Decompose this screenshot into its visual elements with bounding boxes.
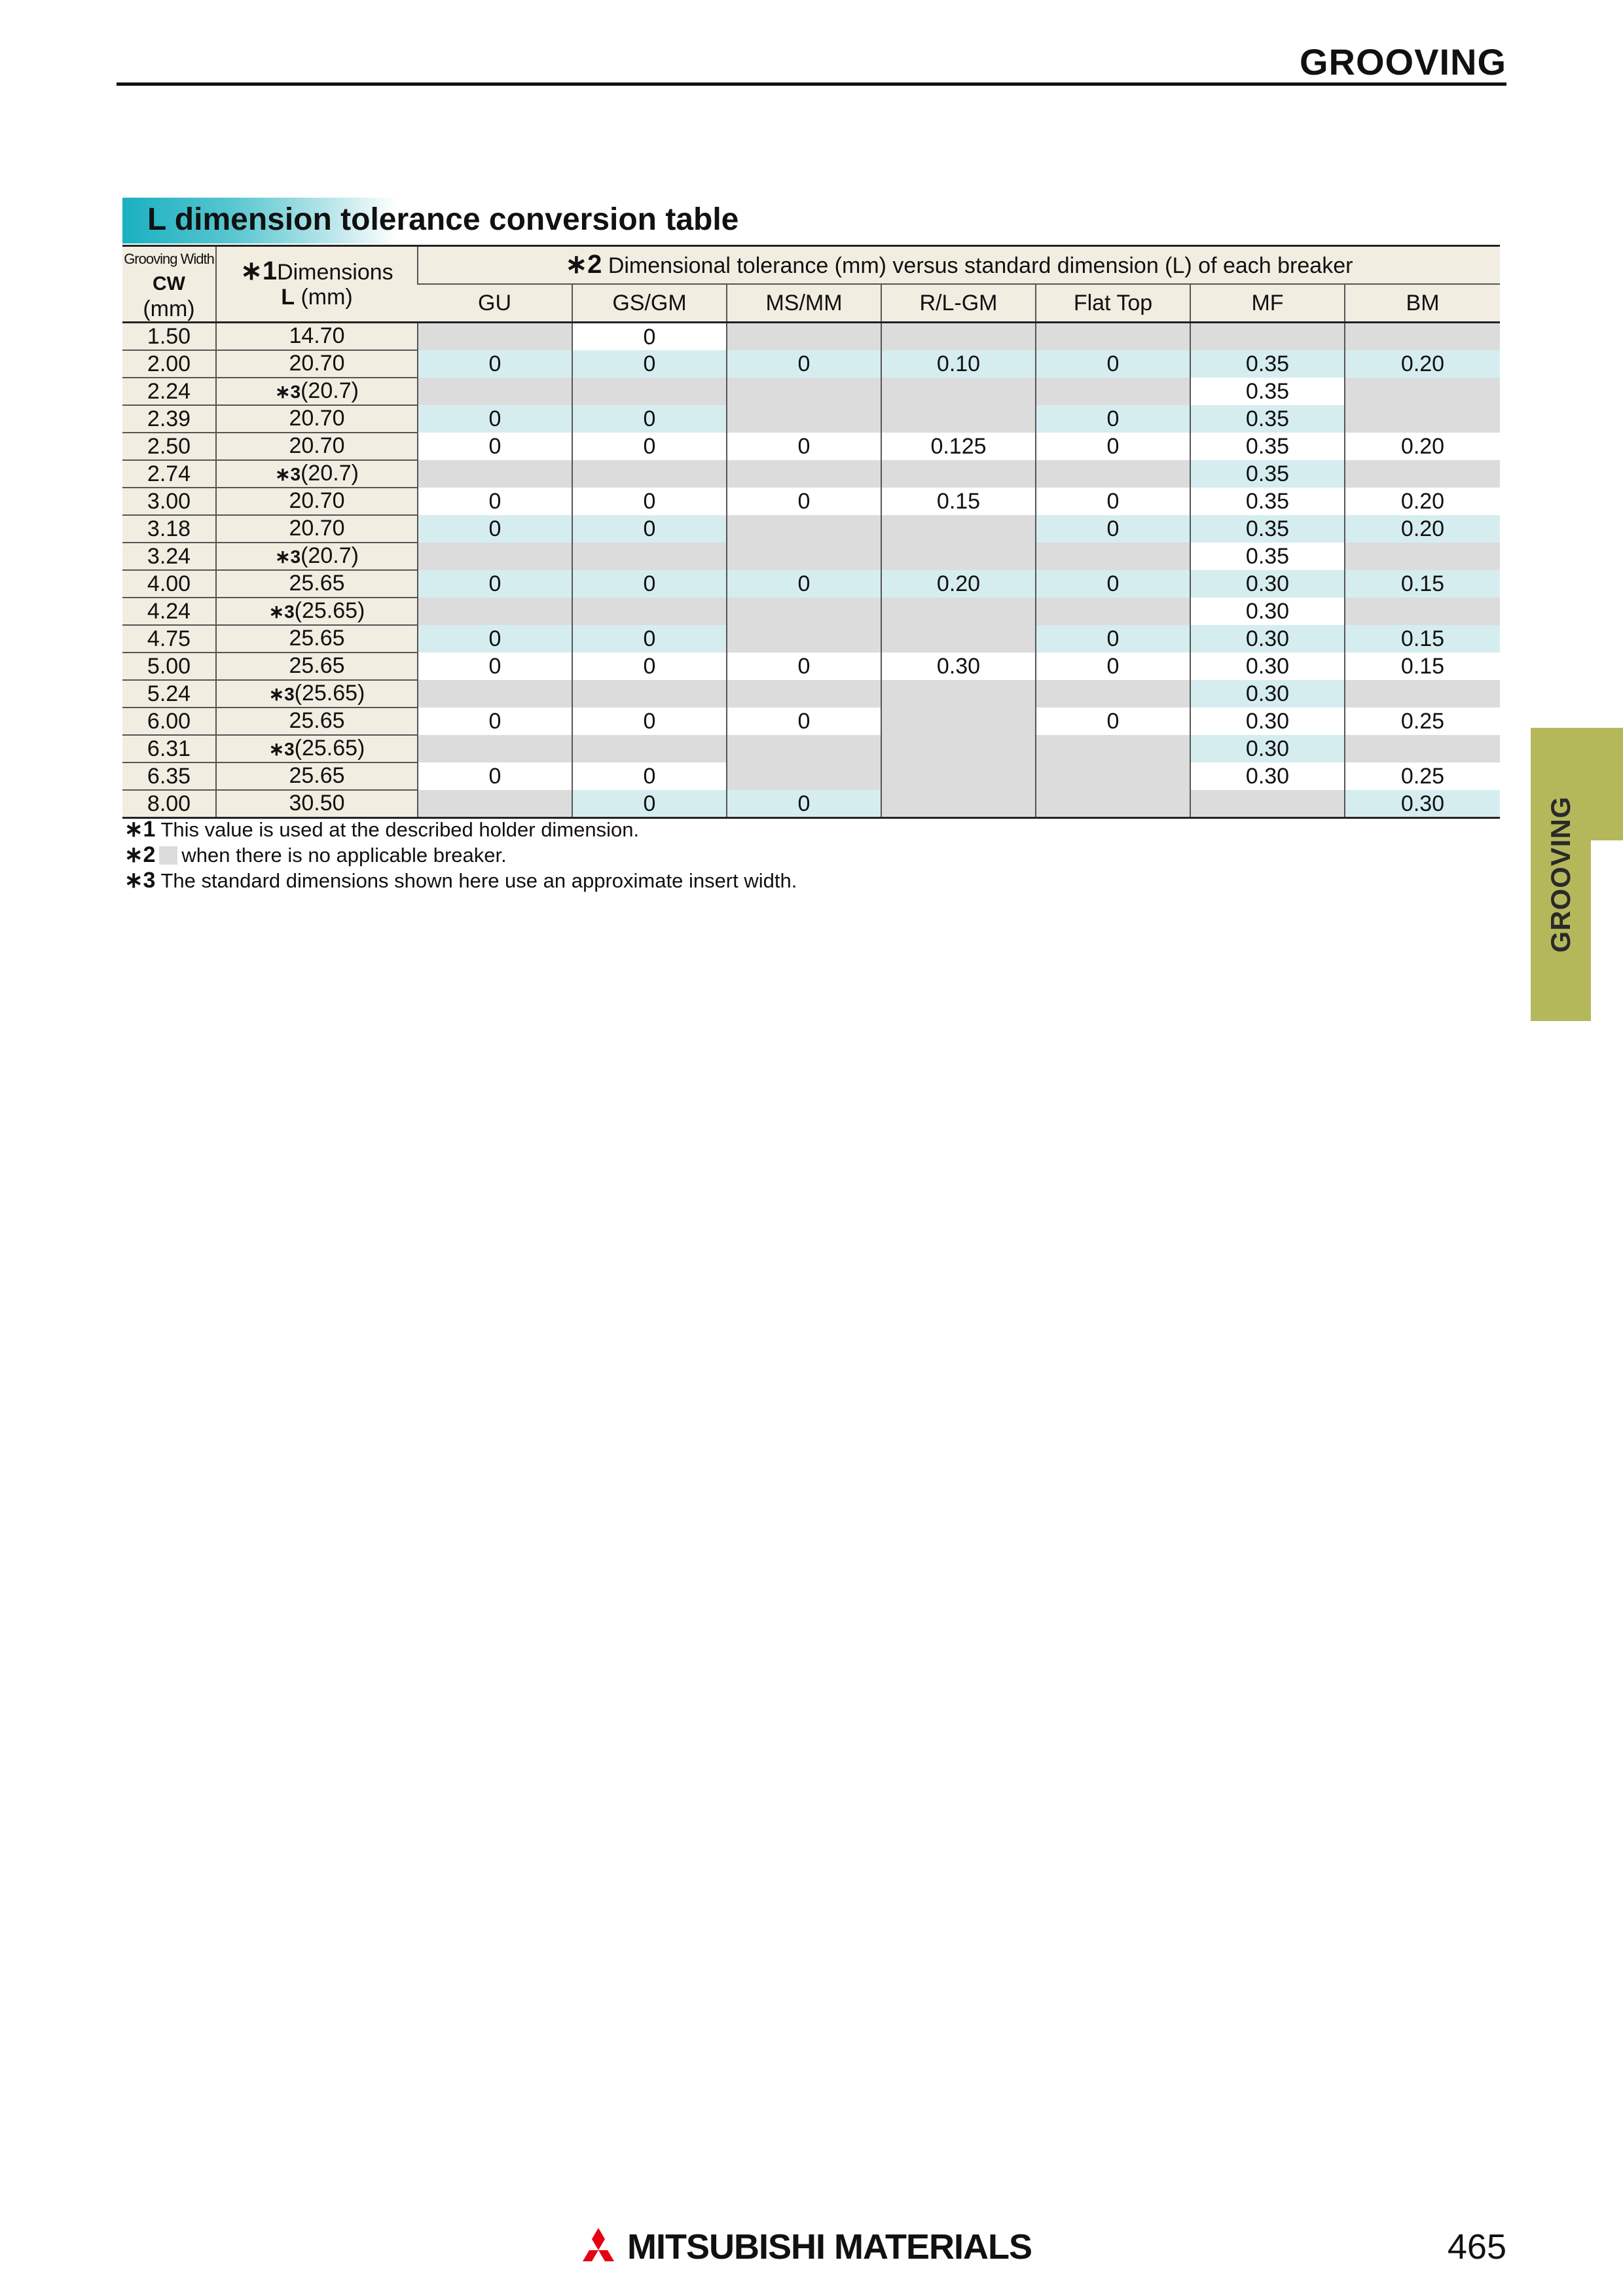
tolerance-cell (418, 323, 572, 351)
tolerance-cell (727, 515, 881, 543)
tolerance-cell: 0.35 (1190, 515, 1345, 543)
tolerance-cell: 0.35 (1190, 433, 1345, 460)
header-dimensions-l: L (281, 285, 295, 310)
l-dimension-cell (216, 598, 418, 625)
footnote-2 (124, 842, 797, 868)
tolerance-cell: 0.20 (1345, 515, 1500, 543)
header-rule (117, 82, 1506, 86)
tolerance-cell (881, 598, 1036, 625)
l-dimension-value: (25.65) (294, 598, 365, 623)
tolerance-cell: 0.30 (1190, 708, 1345, 735)
tolerance-cell (881, 543, 1036, 570)
breaker-header: Flat Top (1036, 284, 1190, 323)
cw-cell: 5.00 (122, 653, 216, 680)
tolerance-cell: 0.30 (1190, 680, 1345, 708)
footnote-marker-3: ∗3 (268, 601, 295, 622)
tolerance-cell (1036, 378, 1190, 405)
tolerance-cell (881, 735, 1036, 762)
cw-cell: 2.24 (122, 378, 216, 405)
tolerance-cell: 0 (727, 350, 881, 378)
tolerance-conversion-table (122, 245, 1500, 819)
tolerance-cell: 0.20 (1345, 350, 1500, 378)
header-tolerance-text: Dimensional tolerance (mm) versus standard dimension (L) of each breaker (608, 253, 1353, 278)
tolerance-cell: 0 (572, 708, 727, 735)
tolerance-cell: 0 (1036, 433, 1190, 460)
tolerance-cell (881, 515, 1036, 543)
l-dimension-cell (216, 653, 418, 680)
tolerance-cell (572, 378, 727, 405)
tolerance-cell (572, 460, 727, 488)
tolerance-cell: 0.35 (1190, 488, 1345, 515)
header-dimensions-label: Dimensions (277, 260, 393, 285)
tolerance-cell (1190, 323, 1345, 351)
l-dimension-value: 25.65 (289, 571, 345, 596)
cw-cell: 6.00 (122, 708, 216, 735)
tolerance-cell: 0 (418, 762, 572, 790)
tolerance-cell: 0 (418, 405, 572, 433)
tolerance-cell (1345, 460, 1500, 488)
cw-cell: 5.24 (122, 680, 216, 708)
l-dimension-value: (20.7) (301, 543, 359, 568)
l-dimension-value: 25.65 (289, 708, 345, 733)
l-dimension-value: (20.7) (301, 461, 359, 486)
tolerance-cell: 0.30 (1190, 653, 1345, 680)
l-dimension-value: 20.70 (289, 406, 345, 431)
tolerance-cell: 0 (1036, 570, 1190, 598)
tolerance-cell: 0 (572, 488, 727, 515)
footer-brand: MITSUBISHI MATERIALS (627, 2227, 1032, 2267)
footnote-text: This value is used at the described holder dimension. (160, 818, 640, 841)
table-row (122, 708, 1500, 735)
breaker-header: GS/GM (572, 284, 727, 323)
gray-swatch (159, 846, 177, 865)
header-cw-line1: Grooving Width (124, 251, 214, 267)
tolerance-cell: 0.15 (1345, 570, 1500, 598)
l-dimension-value: 30.50 (289, 791, 345, 816)
breaker-header: MF (1190, 284, 1345, 323)
tolerance-cell (1036, 460, 1190, 488)
cw-cell: 2.39 (122, 405, 216, 433)
footnote-3 (124, 868, 797, 893)
table-row (122, 598, 1500, 625)
tolerance-cell: 0 (572, 653, 727, 680)
tolerance-cell (1345, 598, 1500, 625)
l-dimension-cell (216, 460, 418, 488)
l-dimension-value: 25.65 (289, 626, 345, 651)
footnote-star: ∗2 (124, 842, 156, 867)
l-dimension-value: 20.70 (289, 516, 345, 541)
l-dimension-cell (216, 735, 418, 762)
tolerance-cell: 0 (418, 350, 572, 378)
tolerance-cell: 0.30 (1190, 625, 1345, 653)
cw-cell: 4.00 (122, 570, 216, 598)
breaker-header: GU (418, 284, 572, 323)
l-dimension-value: 14.70 (289, 323, 345, 348)
cw-cell: 2.00 (122, 350, 216, 378)
tolerance-cell (1345, 543, 1500, 570)
tolerance-cell (1036, 735, 1190, 762)
tolerance-cell: 0.25 (1345, 708, 1500, 735)
l-dimension-cell (216, 350, 418, 378)
tolerance-cell (1345, 378, 1500, 405)
tolerance-cell: 0.30 (1190, 598, 1345, 625)
footnote-1 (124, 817, 797, 842)
tolerance-cell (418, 543, 572, 570)
breaker-header: BM (1345, 284, 1500, 323)
tolerance-cell: 0 (418, 653, 572, 680)
l-dimension-cell (216, 790, 418, 818)
tolerance-cell (1036, 323, 1190, 351)
l-dimension-value: 25.65 (289, 653, 345, 678)
tolerance-cell: 0 (1036, 488, 1190, 515)
tolerance-cell: 0.20 (881, 570, 1036, 598)
footnote-text: The standard dimensions shown here use an approximate insert width. (160, 869, 797, 892)
tolerance-cell: 0 (727, 790, 881, 818)
tolerance-cell (1036, 598, 1190, 625)
cw-cell: 3.00 (122, 488, 216, 515)
cw-cell: 4.75 (122, 625, 216, 653)
table-row (122, 762, 1500, 790)
tolerance-cell (1036, 543, 1190, 570)
l-dimension-value: 20.70 (289, 433, 345, 458)
tolerance-cell (1190, 790, 1345, 818)
tolerance-cell (418, 790, 572, 818)
tolerance-cell: 0 (572, 323, 727, 351)
table-row (122, 488, 1500, 515)
table-row (122, 460, 1500, 488)
tolerance-cell: 0.35 (1190, 405, 1345, 433)
cw-cell: 6.31 (122, 735, 216, 762)
cw-cell: 4.24 (122, 598, 216, 625)
l-dimension-cell (216, 378, 418, 405)
tolerance-cell: 0 (418, 708, 572, 735)
tolerance-cell: 0.35 (1190, 460, 1345, 488)
footnote-marker-1: ∗1 (240, 257, 278, 285)
tolerance-cell: 0 (418, 515, 572, 543)
l-dimension-cell (216, 405, 418, 433)
tolerance-cell: 0.35 (1190, 350, 1345, 378)
tolerance-cell: 0 (418, 488, 572, 515)
tolerance-cell (881, 405, 1036, 433)
tolerance-cell: 0 (1036, 405, 1190, 433)
table-row (122, 680, 1500, 708)
tolerance-cell (1036, 680, 1190, 708)
header-cw-unit: (mm) (143, 296, 195, 321)
footnote-star: ∗3 (124, 868, 156, 893)
table-row (122, 570, 1500, 598)
side-tab (1531, 728, 1591, 1021)
breaker-header: R/L-GM (881, 284, 1036, 323)
l-dimension-value: (20.7) (301, 378, 359, 403)
tolerance-cell (727, 378, 881, 405)
tolerance-cell (572, 735, 727, 762)
footnotes (124, 817, 797, 893)
tolerance-cell: 0 (572, 570, 727, 598)
header-dimensions-unit: (mm) (301, 285, 353, 310)
tolerance-cell (727, 323, 881, 351)
table-row (122, 790, 1500, 818)
l-dimension-value: 20.70 (289, 351, 345, 376)
cw-cell: 8.00 (122, 790, 216, 818)
tolerance-cell: 0 (418, 625, 572, 653)
tolerance-cell (727, 735, 881, 762)
tolerance-cell: 0.25 (1345, 762, 1500, 790)
tolerance-cell (881, 323, 1036, 351)
tolerance-cell: 0 (572, 762, 727, 790)
l-dimension-cell (216, 762, 418, 790)
tolerance-cell: 0 (572, 405, 727, 433)
table-row (122, 350, 1500, 378)
table-row (122, 735, 1500, 762)
table-row (122, 543, 1500, 570)
header-dimensions (216, 246, 418, 323)
l-dimension-value: (25.65) (294, 681, 365, 706)
table-row (122, 323, 1500, 351)
tolerance-cell: 0 (1036, 708, 1190, 735)
table-row (122, 515, 1500, 543)
tolerance-cell (418, 598, 572, 625)
page-number: 465 (1447, 2227, 1506, 2267)
tolerance-cell (727, 625, 881, 653)
l-dimension-value: 25.65 (289, 763, 345, 788)
tolerance-cell: 0 (572, 790, 727, 818)
tolerance-cell: 0.10 (881, 350, 1036, 378)
footnote-marker-3: ∗3 (268, 739, 295, 759)
tolerance-cell (572, 598, 727, 625)
l-dimension-cell (216, 543, 418, 570)
side-tab-notch (1591, 728, 1623, 840)
footnote-marker-3: ∗3 (268, 684, 295, 704)
tolerance-cell (418, 680, 572, 708)
tolerance-cell: 0 (727, 708, 881, 735)
header-cw-line2: CW (153, 273, 185, 295)
tolerance-cell: 0.30 (1190, 735, 1345, 762)
tolerance-cell: 0.20 (1345, 433, 1500, 460)
tolerance-cell: 0 (1036, 625, 1190, 653)
tolerance-cell: 0.15 (1345, 653, 1500, 680)
tolerance-cell: 0.35 (1190, 378, 1345, 405)
tolerance-cell (1345, 735, 1500, 762)
tolerance-cell: 0 (572, 433, 727, 460)
tolerance-cell (418, 460, 572, 488)
tolerance-cell (727, 460, 881, 488)
tolerance-cell (418, 735, 572, 762)
tolerance-cell: 0 (727, 488, 881, 515)
tolerance-cell (881, 378, 1036, 405)
tolerance-cell (881, 460, 1036, 488)
tolerance-cell (572, 543, 727, 570)
tolerance-cell: 0 (418, 433, 572, 460)
cw-cell: 3.18 (122, 515, 216, 543)
tolerance-cell (1036, 790, 1190, 818)
l-dimension-cell (216, 680, 418, 708)
cw-cell: 1.50 (122, 323, 216, 351)
tolerance-cell: 0 (1036, 350, 1190, 378)
table-row (122, 378, 1500, 405)
tolerance-cell: 0 (1036, 515, 1190, 543)
cw-cell: 2.50 (122, 433, 216, 460)
tolerance-cell (1345, 405, 1500, 433)
tolerance-cell (881, 708, 1036, 735)
tolerance-cell (881, 762, 1036, 790)
tolerance-cell: 0.125 (881, 433, 1036, 460)
cw-cell: 3.24 (122, 543, 216, 570)
footnote-marker-3: ∗3 (275, 382, 301, 402)
tolerance-cell (418, 378, 572, 405)
footnote-marker-3: ∗3 (275, 547, 301, 567)
l-dimension-cell (216, 323, 418, 351)
tolerance-cell (881, 790, 1036, 818)
tolerance-cell (727, 543, 881, 570)
tolerance-cell (1345, 323, 1500, 351)
tolerance-cell: 0.30 (881, 653, 1036, 680)
l-dimension-cell (216, 515, 418, 543)
tolerance-cell: 0 (727, 433, 881, 460)
tolerance-cell (1345, 680, 1500, 708)
tolerance-cell: 0.20 (1345, 488, 1500, 515)
tolerance-cell: 0 (1036, 653, 1190, 680)
footnote-text: when there is no applicable breaker. (181, 844, 507, 867)
tolerance-cell (572, 680, 727, 708)
header-cw (122, 246, 216, 323)
tolerance-cell: 0 (727, 653, 881, 680)
tolerance-cell: 0.30 (1345, 790, 1500, 818)
tolerance-cell: 0 (572, 350, 727, 378)
l-dimension-value: (25.65) (294, 736, 365, 761)
table-row (122, 433, 1500, 460)
footnote-star: ∗1 (124, 817, 156, 842)
tolerance-cell (727, 405, 881, 433)
tolerance-cell (1036, 762, 1190, 790)
footnote-marker-3: ∗3 (275, 464, 301, 484)
table-row (122, 405, 1500, 433)
l-dimension-cell (216, 570, 418, 598)
page-header-title: GROOVING (1299, 41, 1506, 82)
tolerance-cell (727, 680, 881, 708)
tolerance-cell: 0 (572, 515, 727, 543)
section-title-banner (122, 198, 739, 243)
tolerance-cell (727, 598, 881, 625)
tolerance-cell: 0.35 (1190, 543, 1345, 570)
tolerance-cell (727, 762, 881, 790)
tolerance-cell: 0 (418, 570, 572, 598)
three-diamonds-logo-icon (576, 2228, 621, 2269)
cw-cell: 6.35 (122, 762, 216, 790)
header-tolerance-span (418, 246, 1500, 285)
section-title: L dimension tolerance conversion table (147, 202, 739, 237)
breaker-header: MS/MM (727, 284, 881, 323)
tolerance-cell: 0.15 (1345, 625, 1500, 653)
tolerance-cell (881, 680, 1036, 708)
tolerance-cell: 0.30 (1190, 762, 1345, 790)
l-dimension-cell (216, 708, 418, 735)
l-dimension-value: 20.70 (289, 488, 345, 513)
table-body (122, 323, 1500, 818)
l-dimension-cell (216, 488, 418, 515)
tolerance-cell: 0 (572, 625, 727, 653)
tolerance-cell: 0 (727, 570, 881, 598)
table-row (122, 625, 1500, 653)
footnote-marker-2: ∗2 (565, 250, 602, 279)
l-dimension-cell (216, 433, 418, 460)
table-row (122, 653, 1500, 680)
l-dimension-cell (216, 625, 418, 653)
side-tab-label: GROOVING (1545, 796, 1576, 953)
tolerance-cell: 0.30 (1190, 570, 1345, 598)
cw-cell: 2.74 (122, 460, 216, 488)
tolerance-cell: 0.15 (881, 488, 1036, 515)
tolerance-cell (881, 625, 1036, 653)
